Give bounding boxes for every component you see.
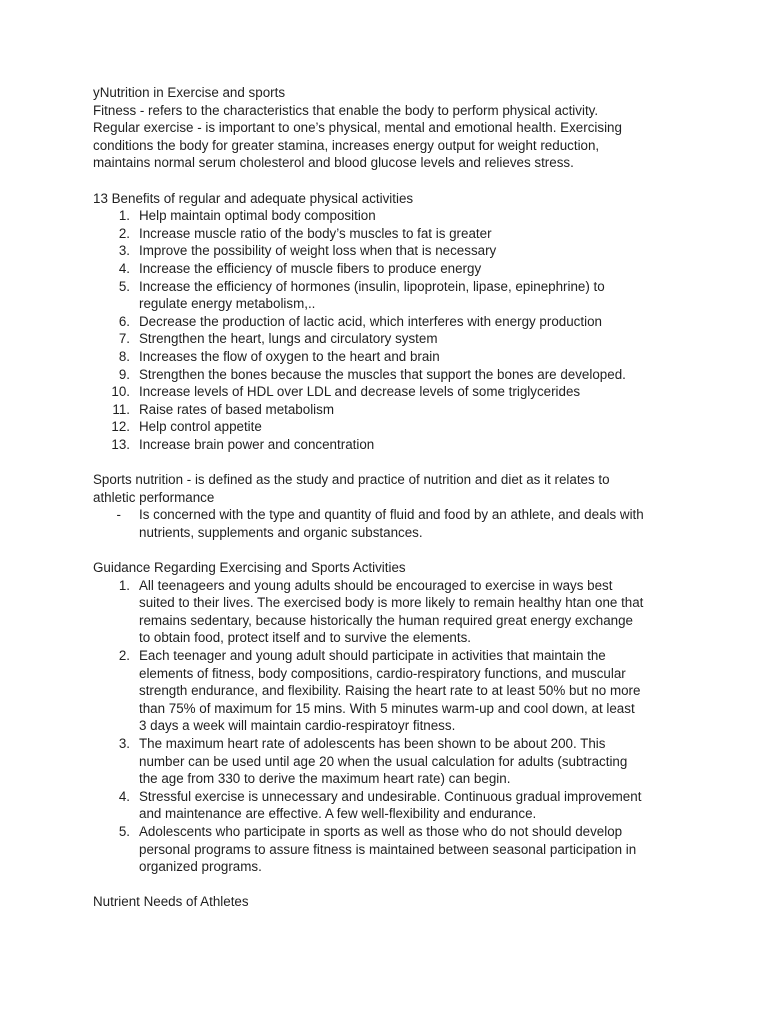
benefit-item (93, 260, 683, 278)
list-marker: 2. (118, 225, 130, 241)
list-item-text: Strengthen the bones because the muscles that support the bones are developed. (139, 366, 626, 382)
guidance-item (93, 788, 683, 823)
sports-nutrition-bullet (93, 506, 683, 541)
guidance-item (93, 647, 683, 735)
benefit-item (93, 278, 683, 313)
list-item-text: than 75% of maximum for 15 mins. With 5 minutes warm-up and cool down, at least (139, 700, 635, 716)
list-marker: 4. (118, 788, 130, 804)
list-item-text: Strengthen the heart, lungs and circulatory system (139, 331, 438, 347)
list-item-text: Help control appetite (139, 419, 262, 435)
list-item-text: remains sedentary, because historically the human required great energy exchange (139, 612, 634, 628)
list-item-text: The maximum heart rate of adolescents has been shown to be about 200. This (139, 735, 606, 751)
list-item-text: Adolescents who participate in sports as well as those who do not should develop (139, 823, 623, 839)
list-item-text: personal programs to assure fitness is maintained between seasonal participation in (139, 841, 637, 857)
spacer (93, 541, 683, 559)
list-item-text: elements of fitness, body compositions, cardio-respiratory functions, and muscular (139, 665, 626, 681)
list-item-text: Help maintain optimal body composition (139, 208, 376, 224)
list-item-text: strength endurance, and flexibility. Raising the heart rate to at least 50% but no more (139, 683, 641, 699)
benefit-item (93, 401, 683, 419)
list-item-text: number can be used until age 20 when the usual calculation for adults (subtracting (139, 753, 628, 769)
document-body (93, 84, 683, 911)
list-item-text: nutrients, supplements and organic substances. (139, 524, 423, 540)
list-item-text: organized programs. (139, 859, 262, 875)
list-item-text: All teenageers and young adults should be encouraged to exercise in ways best (139, 577, 613, 593)
intro-line: maintains normal serum cholesterol and blood glucose levels and relieves stress. (93, 155, 574, 171)
intro-line: conditions the body for greater stamina, increases energy output for weight reduction, (93, 137, 600, 153)
list-item-text: regulate energy metabolism,.. (139, 296, 316, 312)
guidance-heading: Guidance Regarding Exercising and Sports Activities (93, 560, 406, 576)
list-item-text: the age from 330 to derive the maximum heart rate) can begin. (139, 771, 511, 787)
benefit-item (93, 348, 683, 366)
list-item-text: Stressful exercise is unnecessary and undesirable. Continuous gradual improvement (139, 788, 642, 804)
sports-nutrition-line: athletic performance (93, 489, 215, 505)
list-item-text: and maintenance are effective. A few well-flexibility and endurance. (139, 806, 537, 822)
intro-line: Regular exercise - is important to one’s physical, mental and emotional health. Exercising (93, 120, 622, 136)
list-marker: 6. (118, 313, 130, 329)
guidance-item (93, 823, 683, 876)
list-marker: 3. (118, 243, 130, 259)
benefit-item (93, 313, 683, 331)
list-item-text: Improve the possibility of weight loss when that is necessary (139, 243, 497, 259)
spacer (93, 453, 683, 471)
list-item-text: Increase muscle ratio of the body’s muscles to fat is greater (139, 225, 492, 241)
list-item-text: Increase the efficiency of muscle fibers to produce energy (139, 260, 482, 276)
spacer (93, 876, 683, 894)
list-marker: 8. (118, 348, 130, 364)
list-marker: 1. (118, 577, 130, 593)
list-item-text: 3 days a week will maintain cardio-respiratoyr fitness. (139, 718, 456, 734)
benefit-item (93, 225, 683, 243)
list-marker: 9. (118, 366, 130, 382)
benefit-item (93, 207, 683, 225)
list-marker: 3. (118, 735, 130, 751)
list-marker: 11. (112, 401, 130, 417)
list-item-text: Raise rates of based metabolism (139, 401, 335, 417)
list-item-text: Increase the efficiency of hormones (insulin, lipoprotein, lipase, epinephrine) to (139, 278, 605, 294)
sports-nutrition-paragraph (93, 471, 683, 506)
list-item-text: suited to their lives. The exercised body is more likely to remain healthy htan one that (139, 595, 644, 611)
benefit-item (93, 330, 683, 348)
sports-nutrition-bullets (93, 506, 683, 541)
list-marker: - (116, 507, 121, 523)
list-item-text: Increase brain power and concentration (139, 436, 375, 452)
benefit-item (93, 418, 683, 436)
list-marker: 4. (118, 260, 130, 276)
list-marker: 5. (118, 823, 130, 839)
nutrient-needs-heading: Nutrient Needs of Athletes (93, 894, 249, 910)
list-marker: 1. (118, 208, 130, 224)
document-title: yNutrition in Exercise and sports (93, 85, 286, 100)
list-item-text: Is concerned with the type and quantity of fluid and food by an athlete, and deals with (139, 507, 644, 523)
benefits-list (93, 207, 683, 453)
benefits-heading: 13 Benefits of regular and adequate physical activities (93, 190, 414, 206)
guidance-item (93, 735, 683, 788)
intro-line: Fitness - refers to the characteristics that enable the body to perform physical activity. (93, 102, 599, 118)
spacer (93, 172, 683, 190)
guidance-list (93, 577, 683, 876)
benefit-item (93, 366, 683, 384)
list-marker: 13. (111, 436, 130, 452)
sports-nutrition-line: Sports nutrition - is defined as the study and practice of nutrition and diet as it relates to (93, 472, 610, 488)
benefit-item (93, 436, 683, 454)
list-marker: 2. (118, 648, 130, 663)
list-item-text: Decrease the production of lactic acid, which interferes with energy production (139, 313, 602, 329)
list-marker: 7. (118, 331, 130, 347)
list-item-text: Increase levels of HDL over LDL and decrease levels of some triglycerides (139, 384, 581, 400)
benefit-item (93, 383, 683, 401)
list-marker: 5. (118, 278, 130, 294)
list-item-text: Increases the flow of oxygen to the heart and brain (139, 348, 440, 364)
benefit-item (93, 242, 683, 260)
list-item-text: Each teenager and young adult should participate in activities that maintain the (139, 648, 606, 663)
list-item-text: to obtain food, protect itself and to survive the elements. (139, 630, 471, 646)
intro-paragraph (93, 102, 683, 172)
guidance-item (93, 577, 683, 647)
list-marker: 12. (111, 419, 130, 435)
list-marker: 10. (111, 384, 130, 400)
